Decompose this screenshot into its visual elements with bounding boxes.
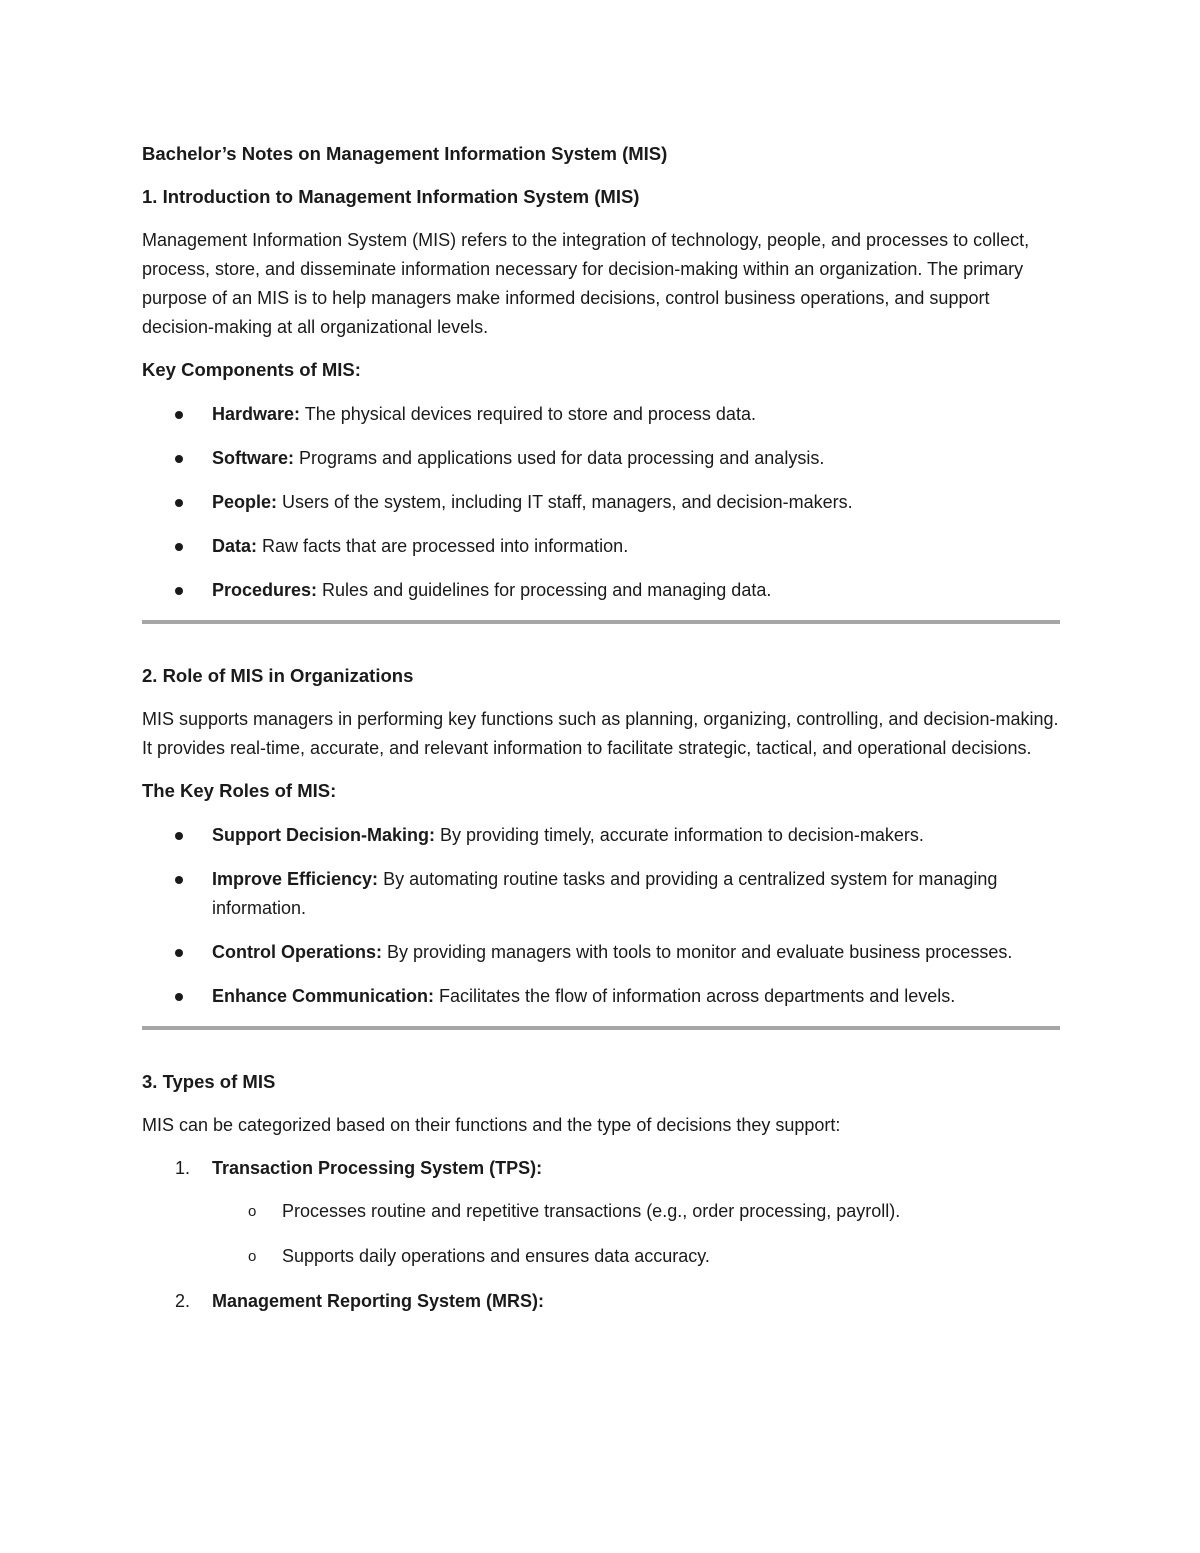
- roles-list: [142, 821, 1062, 1011]
- section-1-heading: 1. Introduction to Management Information System (MIS): [142, 186, 640, 207]
- circle-bullet-icon: o: [248, 1248, 257, 1265]
- bullet-icon: [175, 993, 183, 1001]
- list-item: [142, 532, 1062, 561]
- sub-list: [212, 1197, 1062, 1271]
- list-item: [142, 1154, 1062, 1271]
- document-title: Bachelor’s Notes on Management Information System (MIS): [142, 143, 668, 164]
- bullet-icon: [175, 543, 183, 551]
- bullet-icon: [175, 587, 183, 595]
- item-text: By providing timely, accurate information to decision-makers.: [435, 825, 924, 845]
- section-2-subheading: The Key Roles of MIS:: [142, 780, 337, 801]
- circle-bullet-icon: o: [248, 1203, 257, 1220]
- section-1-subheading: Key Components of MIS:: [142, 359, 361, 380]
- item-term: Enhance Communication:: [212, 986, 435, 1006]
- item-text: By automating routine tasks and providing a centralized system for managing information.: [212, 869, 998, 918]
- bullet-icon: [175, 876, 183, 884]
- bullet-icon: [175, 499, 183, 507]
- item-text: Raw facts that are processed into information.: [257, 536, 629, 556]
- mis-types-list: [142, 1154, 1062, 1316]
- section-1-paragraph: Management Information System (MIS) refers to the integration of technology, people, and processes to collect, process, store, and disseminate information necessary for decision-making within an organization. The primary purpose of an MIS is to help managers make informed decisions, control business operations, and support decision-making at all organizational levels.: [142, 230, 1030, 337]
- list-item: [142, 576, 1062, 605]
- section-3-paragraph: MIS can be categorized based on their functions and the type of decisions they support:: [142, 1115, 841, 1135]
- item-text: Programs and applications used for data processing and analysis.: [294, 448, 825, 468]
- horizontal-divider: [142, 620, 1060, 624]
- type-name: Management Reporting System (MRS):: [212, 1291, 545, 1311]
- section-3-heading: 3. Types of MIS: [142, 1071, 276, 1092]
- item-text: Facilitates the flow of information across departments and levels.: [434, 986, 956, 1006]
- sub-list-item: [212, 1242, 1062, 1271]
- list-item: [142, 488, 1062, 517]
- bullet-icon: [175, 832, 183, 840]
- section-2-paragraph: MIS supports managers in performing key functions such as planning, organizing, controlling, and decision-making. It provides real-time, accurate, and relevant information to facilitate strategic, tactical, and operational decisions.: [142, 709, 1059, 758]
- sub-item-text: Processes routine and repetitive transactions (e.g., order processing, payroll).: [282, 1201, 901, 1221]
- item-text: By providing managers with tools to monitor and evaluate business processes.: [382, 942, 1013, 962]
- item-term: Control Operations:: [212, 942, 382, 962]
- list-number: 2.: [175, 1291, 191, 1311]
- item-term: Software:: [212, 448, 295, 468]
- list-item: [142, 938, 1062, 967]
- list-item: [142, 865, 1062, 923]
- list-item: [142, 982, 1062, 1011]
- bullet-icon: [175, 949, 183, 957]
- item-term: Support Decision-Making:: [212, 825, 436, 845]
- type-name: Transaction Processing System (TPS):: [212, 1158, 543, 1178]
- item-term: Data:: [212, 536, 258, 556]
- list-item: [142, 444, 1062, 473]
- components-list: [142, 400, 1062, 605]
- horizontal-divider: [142, 1026, 1060, 1030]
- document-page: [142, 140, 1062, 1330]
- sub-list-item: [212, 1197, 1062, 1226]
- list-item: [142, 1287, 1062, 1316]
- item-term: Procedures:: [212, 580, 318, 600]
- item-text: Rules and guidelines for processing and managing data.: [317, 580, 772, 600]
- sub-item-text: Supports daily operations and ensures data accuracy.: [282, 1246, 710, 1266]
- bullet-icon: [175, 455, 183, 463]
- list-item: [142, 821, 1062, 850]
- bullet-icon: [175, 411, 183, 419]
- item-term: People:: [212, 492, 278, 512]
- item-text: Users of the system, including IT staff, managers, and decision-makers.: [277, 492, 853, 512]
- item-term: Hardware:: [212, 404, 301, 424]
- list-number: 1.: [175, 1158, 191, 1178]
- item-term: Improve Efficiency:: [212, 869, 379, 889]
- list-item: [142, 400, 1062, 429]
- item-text: The physical devices required to store and process data.: [300, 404, 756, 424]
- section-2-heading: 2. Role of MIS in Organizations: [142, 665, 414, 686]
